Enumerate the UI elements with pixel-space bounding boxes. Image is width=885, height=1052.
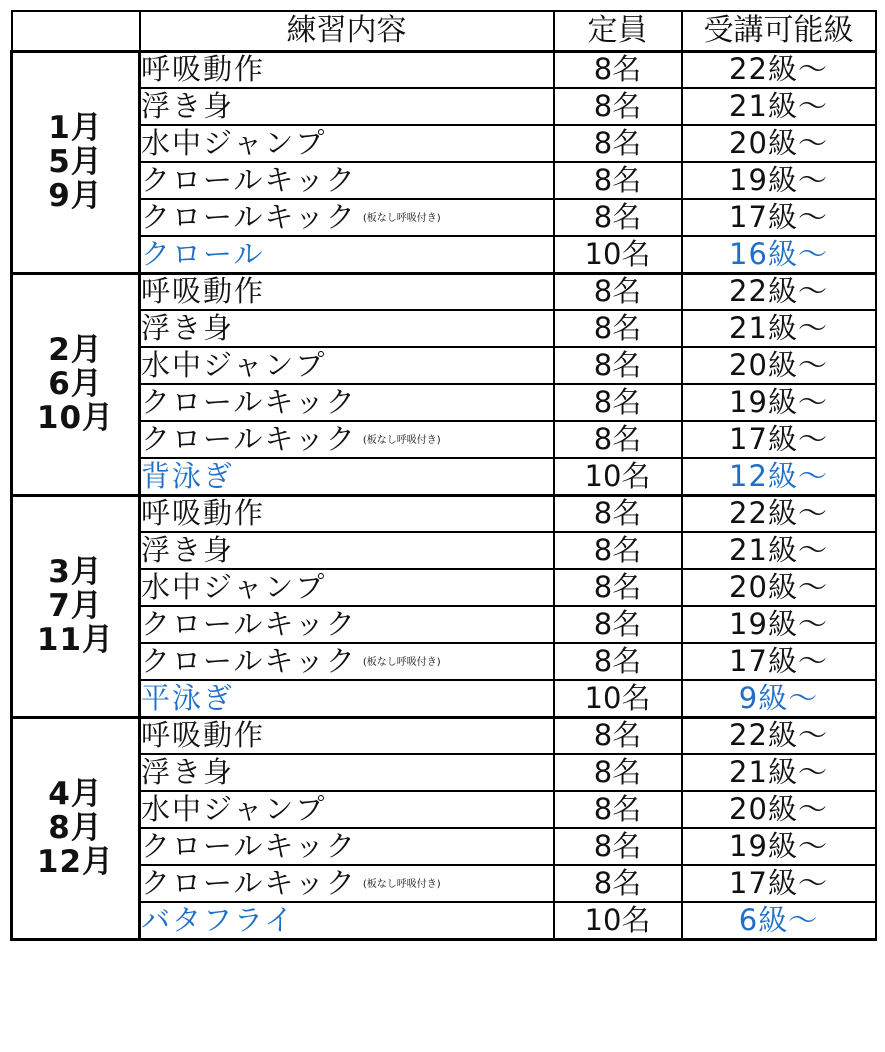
capacity-cell: 8名 (554, 643, 682, 680)
capacity-cell: 8名 (554, 125, 682, 162)
month-label: 3月 (48, 553, 103, 590)
grade-cell: 17級～ (682, 199, 876, 236)
header-row (12, 11, 876, 51)
grade-cell: 16級～ (682, 236, 876, 273)
table-row (12, 569, 876, 606)
capacity-cell: 8名 (554, 273, 682, 310)
lesson-content-text: 平泳ぎ (141, 680, 235, 715)
month-cell (12, 273, 140, 495)
table-row (12, 125, 876, 162)
lesson-content-text: 呼吸動作 (141, 52, 266, 87)
capacity-cell: 8名 (554, 717, 682, 754)
month-group (12, 495, 876, 717)
grade-cell: 21級～ (682, 532, 876, 569)
lesson-content-text: 水中ジャンプ (141, 126, 327, 160)
lesson-content-text: 水中ジャンプ (141, 792, 327, 826)
lesson-content-text: クロールキック (141, 385, 357, 419)
table-row (12, 384, 876, 421)
capacity-cell: 8名 (554, 495, 682, 532)
capacity-cell: 8名 (554, 569, 682, 606)
grade-cell: 17級～ (682, 421, 876, 458)
capacity-cell: 8名 (554, 384, 682, 421)
capacity-cell: 8名 (554, 347, 682, 384)
month-label: 11月 (36, 622, 115, 659)
lesson-content-text: 呼吸動作 (141, 718, 266, 753)
grade-cell: 22級～ (682, 273, 876, 310)
grade-cell: 20級～ (682, 569, 876, 606)
lesson-content-cell (140, 236, 554, 273)
grade-cell: 22級～ (682, 495, 876, 532)
table-header (12, 11, 876, 51)
month-label: 8月 (48, 809, 103, 846)
month-group (12, 51, 876, 273)
table-row (12, 680, 876, 717)
lesson-content-text: 背泳ぎ (141, 458, 235, 493)
month-group (12, 717, 876, 939)
lesson-content-cell (140, 828, 554, 865)
lesson-content-cell (140, 125, 554, 162)
capacity-cell: 8名 (554, 310, 682, 347)
table-row (12, 606, 876, 643)
lesson-content-cell (140, 88, 554, 125)
grade-cell: 20級～ (682, 791, 876, 828)
lesson-content-text: クロールキック (141, 829, 357, 863)
table-row (12, 162, 876, 199)
capacity-cell: 8名 (554, 199, 682, 236)
lesson-note: (板なし呼吸付き) (362, 213, 441, 224)
lesson-content-cell (140, 902, 554, 939)
table-row (12, 51, 876, 88)
month-label: 9月 (48, 178, 103, 215)
table-row (12, 421, 876, 458)
lesson-note: (板なし呼吸付き) (362, 435, 441, 446)
lesson-content-text: 浮き身 (141, 755, 235, 789)
lesson-content-cell (140, 384, 554, 421)
grade-cell: 20級～ (682, 347, 876, 384)
capacity-cell: 10名 (554, 458, 682, 495)
month-label: 6月 (48, 365, 103, 402)
month-label: 4月 (48, 775, 103, 812)
table-row (12, 273, 876, 310)
capacity-cell: 10名 (554, 902, 682, 939)
lesson-content-cell (140, 421, 554, 458)
lesson-content-text: クロールキック (141, 866, 357, 900)
lesson-content-text: クロールキック (141, 644, 357, 678)
month-label: 7月 (48, 587, 103, 624)
lesson-content-cell (140, 532, 554, 569)
capacity-cell: 8名 (554, 865, 682, 902)
lesson-content-cell (140, 754, 554, 791)
table-row (12, 495, 876, 532)
lesson-content-cell (140, 865, 554, 902)
grade-cell: 21級～ (682, 88, 876, 125)
table-row (12, 754, 876, 791)
lesson-content-cell (140, 606, 554, 643)
grade-cell: 21級～ (682, 310, 876, 347)
lesson-content-cell (140, 643, 554, 680)
lesson-content-text: 水中ジャンプ (141, 348, 327, 382)
month-label: 10月 (36, 400, 115, 437)
month-group (12, 273, 876, 495)
month-labels (37, 777, 114, 879)
header-content: 練習内容 (140, 11, 554, 51)
lesson-note: (板なし呼吸付き) (362, 657, 441, 668)
month-labels (37, 333, 114, 435)
lesson-content-text: クロールキック (141, 422, 357, 456)
table-row (12, 865, 876, 902)
grade-cell: 19級～ (682, 162, 876, 199)
lesson-content-cell (140, 495, 554, 532)
table-row (12, 717, 876, 754)
month-label: 2月 (48, 331, 103, 368)
table-row (12, 347, 876, 384)
lesson-content-text: クロールキック (141, 163, 357, 197)
grade-cell: 9級～ (682, 680, 876, 717)
table-row (12, 828, 876, 865)
table-row (12, 791, 876, 828)
lesson-content-cell (140, 310, 554, 347)
month-labels (37, 555, 114, 657)
header-month-blank (12, 11, 140, 51)
lesson-content-cell (140, 458, 554, 495)
lesson-content-text: 呼吸動作 (141, 496, 266, 531)
table-row (12, 236, 876, 273)
table-row (12, 902, 876, 939)
month-cell (12, 51, 140, 273)
month-label: 1月 (48, 109, 103, 146)
grade-cell: 22級～ (682, 717, 876, 754)
capacity-cell: 8名 (554, 828, 682, 865)
header-grade: 受講可能級 (682, 11, 876, 51)
lesson-content-cell (140, 791, 554, 828)
capacity-cell: 10名 (554, 680, 682, 717)
capacity-cell: 8名 (554, 51, 682, 88)
capacity-cell: 8名 (554, 754, 682, 791)
month-label: 5月 (48, 143, 103, 180)
month-cell (12, 717, 140, 939)
grade-cell: 22級～ (682, 51, 876, 88)
table-row (12, 532, 876, 569)
lesson-content-text: バタフライ (141, 902, 296, 937)
capacity-cell: 8名 (554, 606, 682, 643)
table-row (12, 310, 876, 347)
lesson-content-text: 呼吸動作 (141, 274, 266, 309)
lesson-note: (板なし呼吸付き) (362, 879, 441, 890)
lesson-content-text: 水中ジャンプ (141, 570, 327, 604)
grade-cell: 19級～ (682, 384, 876, 421)
grade-cell: 6級～ (682, 902, 876, 939)
grade-cell: 20級～ (682, 125, 876, 162)
month-label: 12月 (36, 844, 115, 881)
lesson-content-cell (140, 51, 554, 88)
lesson-content-cell (140, 717, 554, 754)
lesson-content-cell (140, 347, 554, 384)
table-row (12, 458, 876, 495)
lesson-content-cell (140, 569, 554, 606)
month-labels (48, 111, 103, 213)
capacity-cell: 8名 (554, 532, 682, 569)
lesson-content-text: クロール (141, 236, 265, 271)
table-row (12, 199, 876, 236)
grade-cell: 12級～ (682, 458, 876, 495)
header-capacity: 定員 (554, 11, 682, 51)
grade-cell: 19級～ (682, 606, 876, 643)
lesson-content-cell (140, 680, 554, 717)
capacity-cell: 8名 (554, 791, 682, 828)
month-cell (12, 495, 140, 717)
lesson-content-text: 浮き身 (141, 89, 235, 123)
lesson-content-text: 浮き身 (141, 533, 235, 567)
table-row (12, 88, 876, 125)
lesson-content-cell (140, 273, 554, 310)
lesson-content-text: クロールキック (141, 200, 357, 234)
grade-cell: 17級～ (682, 865, 876, 902)
grade-cell: 17級～ (682, 643, 876, 680)
lesson-content-cell (140, 162, 554, 199)
lesson-content-cell (140, 199, 554, 236)
lesson-content-text: 浮き身 (141, 311, 235, 345)
grade-cell: 19級～ (682, 828, 876, 865)
lesson-content-text: クロールキック (141, 607, 357, 641)
grade-cell: 21級～ (682, 754, 876, 791)
capacity-cell: 8名 (554, 162, 682, 199)
capacity-cell: 8名 (554, 88, 682, 125)
table-row (12, 643, 876, 680)
capacity-cell: 8名 (554, 421, 682, 458)
capacity-cell: 10名 (554, 236, 682, 273)
lesson-schedule-table (10, 10, 877, 941)
